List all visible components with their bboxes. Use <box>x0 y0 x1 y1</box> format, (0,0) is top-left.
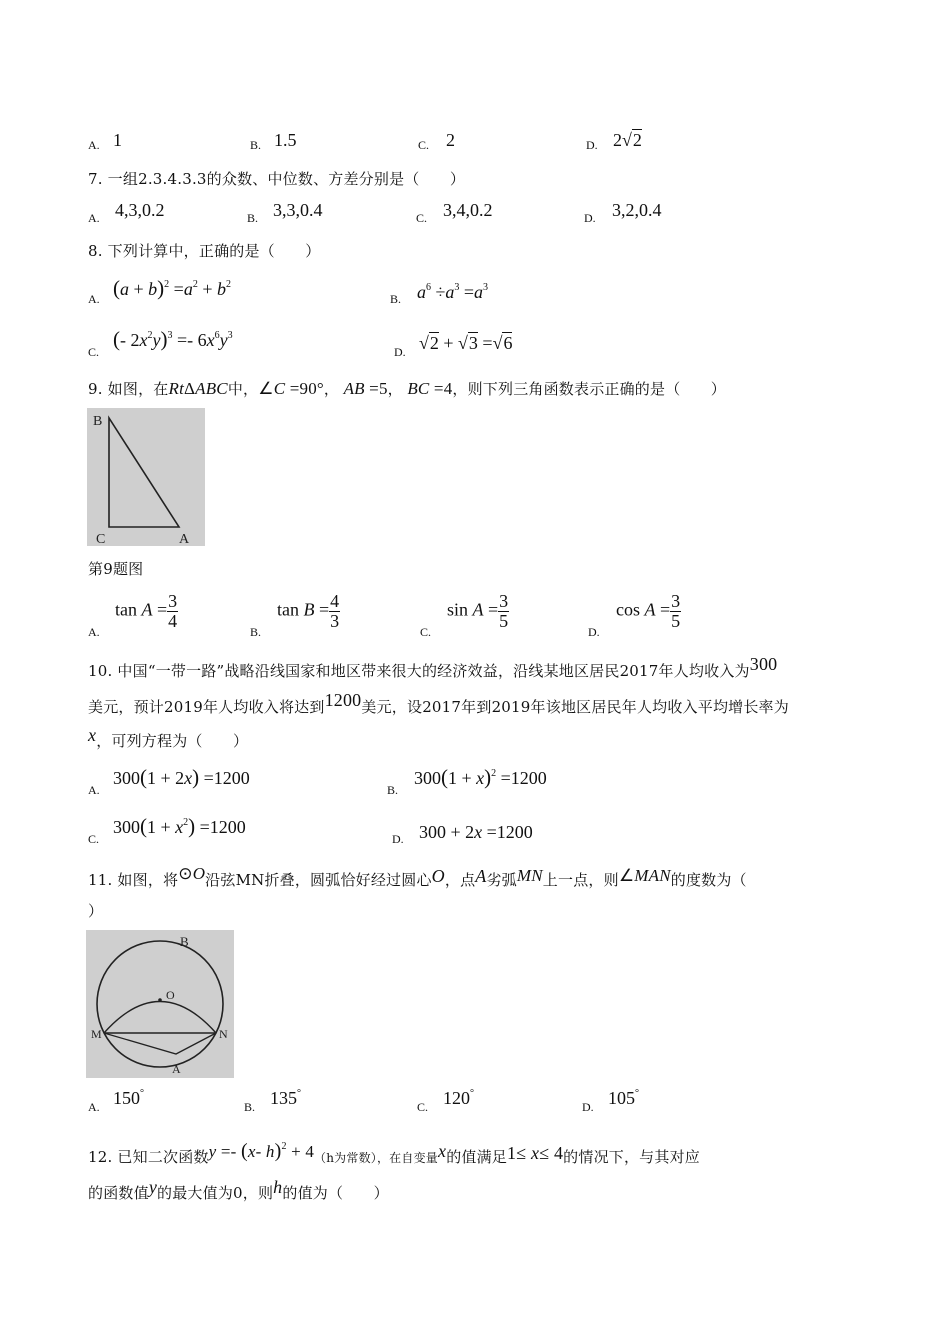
q9-option-b-formula: tan B = $\frac{4}{3}$ <box>277 591 340 631</box>
q10-option-a-formula: 300(1 + 2x) =1200 <box>113 765 250 789</box>
q9-triangle-diagram <box>87 408 205 546</box>
q11-option-a-value: 150° <box>113 1088 144 1108</box>
q6-option-a-value: 1 <box>113 130 122 150</box>
q8-option-c-letter: C. <box>88 345 100 359</box>
q8-option-d-letter: D. <box>394 345 406 359</box>
q9-option-d-formula: cos A = $\frac{3}{5}$ <box>616 591 681 631</box>
q6-option-c-letter: C. <box>418 138 430 152</box>
q11-label-b: B <box>180 934 189 949</box>
q6-option-b-value: 1.5 <box>274 130 297 150</box>
q11-figure <box>86 930 234 1078</box>
q8-option-b-letter: B. <box>390 292 402 306</box>
q6-option-c-value: 2 <box>446 130 455 150</box>
q9-figure <box>87 408 205 546</box>
q8-option-a-formula: $(a + b)^2 =a^2 + b^2$ <box>113 276 231 300</box>
q7-option-a-value: 4,3,0.2 <box>115 200 165 220</box>
q6-option-a-letter: A. <box>88 138 100 152</box>
q8-option-d-formula: √2 + √3 =√6 <box>419 333 513 353</box>
q10-option-b-letter: B. <box>387 783 399 797</box>
q9-option-c-formula: sin A = $\frac{3}{5}$ <box>447 591 509 631</box>
q7-option-d-letter: D. <box>584 211 596 225</box>
q7-option-b-letter: B. <box>247 211 259 225</box>
q11-option-d-letter: D. <box>582 1100 594 1114</box>
q11-circle-diagram <box>86 930 234 1078</box>
q11-option-b-letter: B. <box>244 1100 256 1114</box>
q11-stem-line2: ） <box>88 902 104 920</box>
q11-stem-line1: 11. 如图，将⊙O沿弦MN折叠，圆弧恰好经过圆心O，点A劣弧MN上一点，则∠MAN的度数为（ <box>88 864 747 889</box>
q12-stem-line1: 12. 已知二次函数y =- (x- h)$^2$ + 4（h为常数），在自变量x的值满足1≤ x≤ 4的情况下，与其对应 <box>88 1140 700 1166</box>
q10-option-b-formula: $300(1 + x)^2 =1200$ <box>414 765 547 789</box>
q6-option-d-letter: D. <box>586 138 598 152</box>
q11-label-o: O <box>166 988 175 1002</box>
q9-option-a-letter: A. <box>88 625 100 639</box>
q10-option-c-letter: C. <box>88 832 100 846</box>
q9-option-b-letter: B. <box>250 625 262 639</box>
q11-option-a-letter: A. <box>88 1100 100 1114</box>
q12-stem-line2: 的函数值y的最大值为0，则h的值为（ ） <box>88 1177 389 1202</box>
q7-option-a-letter: A. <box>88 211 100 225</box>
q11-label-a: A <box>172 1062 181 1076</box>
q10-option-c-formula: $300(1 + x^2) =1200$ <box>113 814 246 838</box>
q9-option-c-letter: C. <box>420 625 432 639</box>
q10-option-d-letter: D. <box>392 832 404 846</box>
q10-option-d-formula: 300 + 2x =1200 <box>419 822 533 842</box>
q11-option-c-value: 120° <box>443 1088 474 1108</box>
q8-option-b-formula: $a^6 \div a^3 =a^3$ <box>417 282 489 302</box>
q10-stem-line2: 美元，预计2019年人均收入将达到1200美元，设2017年到2019年该地区居民年人均收入平均增长率为 <box>88 690 789 716</box>
q8-stem: 8. 下列计算中，正确的是（ ） <box>88 242 321 260</box>
q9-caption: 第9题图 <box>88 560 144 578</box>
q11-option-c-letter: C. <box>417 1100 429 1114</box>
q11-label-n: N <box>219 1027 228 1041</box>
q11-option-d-value: 105° <box>608 1088 639 1108</box>
q10-stem-line3: x，可列方程为（ ） <box>88 725 249 750</box>
q11-option-b-value: 135° <box>270 1088 301 1108</box>
q9-option-d-letter: D. <box>588 625 600 639</box>
q11-label-m: M <box>91 1027 102 1041</box>
q9-stem: 9. 如图，在RtΔABC中，∠C =90°， AB =5， BC =4，则下列三角函数表示正确的是（ ） <box>88 379 726 398</box>
q9-label-a: A <box>179 532 190 546</box>
q7-stem: 7. 一组2.3.4.3.3的众数、中位数、方差分别是（ ） <box>88 170 466 188</box>
q7-option-c-letter: C. <box>416 211 428 225</box>
q9-label-c: C <box>96 532 106 546</box>
q7-option-c-value: 3,4,0.2 <box>443 200 493 220</box>
q7-option-b-value: 3,3,0.4 <box>273 200 323 220</box>
q8-option-c-formula: (- $2x^2y)^3 =- 6x^6y^3$ <box>113 327 233 351</box>
q9-option-a-formula: tan A = $\frac{3}{4}$ <box>115 591 178 631</box>
q10-stem-line1: 10. 中国“一带一路”战略沿线国家和地区带来很大的经济效益，沿线某地区居民2017年人均收入为300 <box>88 654 778 680</box>
q9-label-b: B <box>93 414 103 429</box>
q6-option-b-letter: B. <box>250 138 262 152</box>
q7-option-d-value: 3,2,0.4 <box>612 200 662 220</box>
q10-option-a-letter: A. <box>88 783 100 797</box>
q6-option-d-value: 2√2 <box>613 130 642 150</box>
q8-option-a-letter: A. <box>88 292 100 306</box>
